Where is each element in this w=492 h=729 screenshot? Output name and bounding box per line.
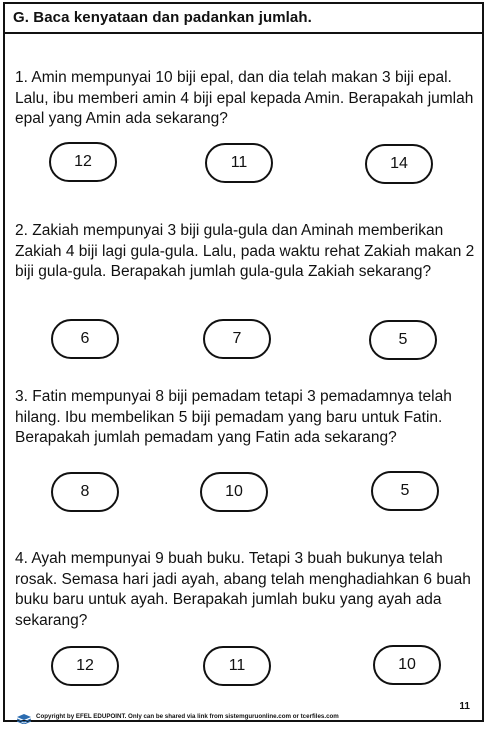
question-4-option-2[interactable]: 11 xyxy=(203,646,271,686)
stacked-layers-logo-icon xyxy=(17,711,31,721)
section-title: G. Baca kenyataan dan padankan jumlah. xyxy=(13,9,312,26)
question-1-option-2[interactable]: 11 xyxy=(205,143,273,183)
question-2-option-1[interactable]: 6 xyxy=(51,319,119,359)
worksheet-page xyxy=(3,2,484,722)
question-2-text: 2. Zakiah mempunyai 3 biji gula-gula dan Aminah memberikan Zakiah 4 biji lagi gula-gula. Lalu, pada waktu rehat Zakiah makan 2 biji gula-gula. Berapakah jumlah gula-gula Zakiah sekarang? xyxy=(15,222,475,280)
page-number: 11 xyxy=(459,701,470,712)
copyright-text: Copyright by EFEL EDUPOINT. Only can be shared via link from sistemguruonline.com or tcerfiles.com xyxy=(36,712,339,720)
question-3-option-3[interactable]: 5 xyxy=(371,471,439,511)
question-2-option-3[interactable]: 5 xyxy=(369,320,437,360)
question-4-option-1[interactable]: 12 xyxy=(51,646,119,686)
question-3-text: 3. Fatin mempunyai 8 biji pemadam tetapi 3 pemadamnya telah hilang. Ibu membelikan 5 biji pemadam yang baru untuk Fatin. Berapakah jumlah pemadam yang Fatin ada sekarang? xyxy=(15,388,452,446)
question-1-option-3[interactable]: 14 xyxy=(365,144,433,184)
question-3-option-2[interactable]: 10 xyxy=(200,472,268,512)
question-1-option-1[interactable]: 12 xyxy=(49,142,117,182)
question-2-option-2[interactable]: 7 xyxy=(203,319,271,359)
question-3-option-1[interactable]: 8 xyxy=(51,472,119,512)
worksheet-header xyxy=(5,4,482,34)
question-4-text: 4. Ayah mempunyai 9 buah buku. Tetapi 3 buah bukunya telah rosak. Semasa hari jadi ayah, abang telah menghadiahkan 6 buah buku baru untuk ayah. Berapakah jumlah buku yang ayah ada sekarang? xyxy=(15,550,471,629)
footer xyxy=(5,710,482,722)
question-4-option-3[interactable]: 10 xyxy=(373,645,441,685)
question-1-text: 1. Amin mempunyai 10 biji epal, dan dia telah makan 3 biji epal. Lalu, ibu memberi amin 4 biji epal kepada Amin. Berapakah jumlah epal yang Amin ada sekarang? xyxy=(15,69,474,127)
